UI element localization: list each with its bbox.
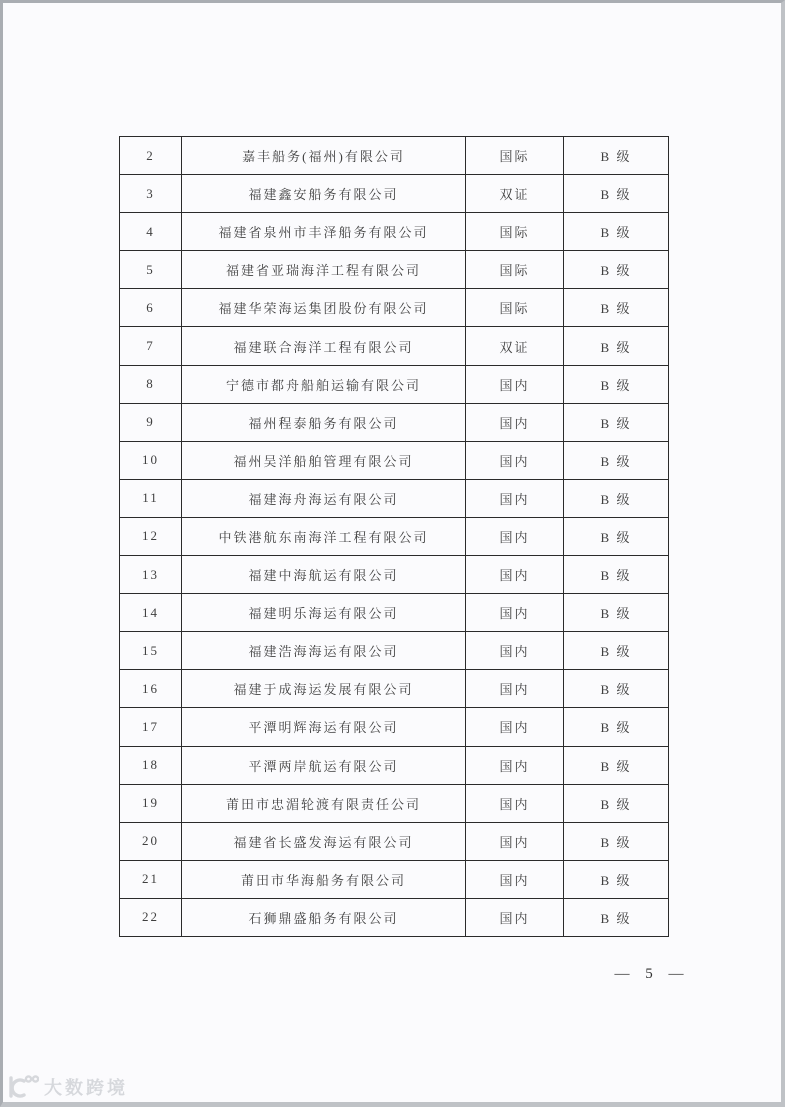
company-name: 福建于成海运发展有限公司 (182, 670, 466, 708)
row-number: 18 (120, 746, 182, 784)
rating-grade: B 级 (564, 556, 669, 594)
row-number: 6 (120, 289, 182, 327)
table-row (120, 708, 669, 746)
row-number: 17 (120, 708, 182, 746)
rating-grade: B 级 (564, 251, 669, 289)
table-row (120, 784, 669, 822)
certificate-category: 国际 (466, 289, 564, 327)
certificate-category: 国内 (466, 708, 564, 746)
company-name: 福建海舟海运有限公司 (182, 479, 466, 517)
row-number: 9 (120, 403, 182, 441)
certificate-category: 国内 (466, 517, 564, 555)
row-number: 10 (120, 441, 182, 479)
table-row (120, 441, 669, 479)
table-row (120, 289, 669, 327)
table-row (120, 822, 669, 860)
certificate-category: 国内 (466, 556, 564, 594)
certificate-category: 国内 (466, 784, 564, 822)
certificate-category: 双证 (466, 175, 564, 213)
table-body (120, 137, 669, 937)
certificate-category: 国内 (466, 441, 564, 479)
certificate-category: 国内 (466, 822, 564, 860)
certificate-category: 国内 (466, 365, 564, 403)
company-name: 福建鑫安船务有限公司 (182, 175, 466, 213)
certificate-category: 国际 (466, 251, 564, 289)
rating-grade: B 级 (564, 746, 669, 784)
table-row (120, 556, 669, 594)
table-row (120, 213, 669, 251)
company-name: 福建华荣海运集团股份有限公司 (182, 289, 466, 327)
company-name: 中铁港航东南海洋工程有限公司 (182, 517, 466, 555)
table-row (120, 898, 669, 936)
row-number: 8 (120, 365, 182, 403)
rating-grade: B 级 (564, 213, 669, 251)
rating-grade: B 级 (564, 708, 669, 746)
table-row (120, 746, 669, 784)
certificate-category: 国内 (466, 898, 564, 936)
company-name: 莆田市华海船务有限公司 (182, 860, 466, 898)
table-row (120, 670, 669, 708)
dashu-logo-icon (7, 1074, 39, 1100)
watermark-brand-text: 大数跨境 (44, 1078, 128, 1098)
company-name: 福建省泉州市丰泽船务有限公司 (182, 213, 466, 251)
row-number: 13 (120, 556, 182, 594)
company-name: 福建联合海洋工程有限公司 (182, 327, 466, 365)
certificate-category: 国内 (466, 594, 564, 632)
company-name: 平潭明辉海运有限公司 (182, 708, 466, 746)
row-number: 20 (120, 822, 182, 860)
table-row (120, 251, 669, 289)
rating-grade: B 级 (564, 822, 669, 860)
company-name: 福州吴洋船舶管理有限公司 (182, 441, 466, 479)
table-row (120, 594, 669, 632)
row-number: 14 (120, 594, 182, 632)
page-number: — 5 — (614, 966, 685, 982)
table-row (120, 327, 669, 365)
watermark (7, 1074, 128, 1100)
rating-grade: B 级 (564, 289, 669, 327)
rating-grade: B 级 (564, 365, 669, 403)
row-number: 7 (120, 327, 182, 365)
row-number: 5 (120, 251, 182, 289)
company-name: 福州程泰船务有限公司 (182, 403, 466, 441)
company-name: 莆田市忠湄轮渡有限责任公司 (182, 784, 466, 822)
company-name: 福建明乐海运有限公司 (182, 594, 466, 632)
certificate-category: 国内 (466, 479, 564, 517)
certificate-category: 国内 (466, 746, 564, 784)
row-number: 12 (120, 517, 182, 555)
table-row (120, 403, 669, 441)
rating-grade: B 级 (564, 860, 669, 898)
rating-grade: B 级 (564, 898, 669, 936)
table-row (120, 632, 669, 670)
company-name: 福建中海航运有限公司 (182, 556, 466, 594)
certificate-category: 国内 (466, 632, 564, 670)
company-name: 福建省亚瑞海洋工程有限公司 (182, 251, 466, 289)
row-number: 4 (120, 213, 182, 251)
rating-grade: B 级 (564, 327, 669, 365)
rating-grade: B 级 (564, 441, 669, 479)
row-number: 3 (120, 175, 182, 213)
table-row (120, 479, 669, 517)
company-name: 宁德市都舟船舶运输有限公司 (182, 365, 466, 403)
certificate-category: 国际 (466, 213, 564, 251)
rating-grade: B 级 (564, 594, 669, 632)
certificate-category: 国内 (466, 403, 564, 441)
rating-grade: B 级 (564, 632, 669, 670)
row-number: 21 (120, 860, 182, 898)
company-name: 石狮鼎盛船务有限公司 (182, 898, 466, 936)
company-name: 福建省长盛发海运有限公司 (182, 822, 466, 860)
rating-grade: B 级 (564, 517, 669, 555)
row-number: 16 (120, 670, 182, 708)
table-row (120, 860, 669, 898)
row-number: 19 (120, 784, 182, 822)
rating-grade: B 级 (564, 670, 669, 708)
table-row (120, 137, 669, 175)
certificate-category: 国际 (466, 137, 564, 175)
company-name: 嘉丰船务(福州)有限公司 (182, 137, 466, 175)
certificate-category: 国内 (466, 860, 564, 898)
rating-grade: B 级 (564, 479, 669, 517)
rating-grade: B 级 (564, 137, 669, 175)
table-row (120, 365, 669, 403)
rating-grade: B 级 (564, 175, 669, 213)
company-rating-table (119, 136, 669, 937)
row-number: 22 (120, 898, 182, 936)
row-number: 15 (120, 632, 182, 670)
rating-grade: B 级 (564, 403, 669, 441)
certificate-category: 国内 (466, 670, 564, 708)
row-number: 2 (120, 137, 182, 175)
company-name: 平潭两岸航运有限公司 (182, 746, 466, 784)
company-name: 福建浩海海运有限公司 (182, 632, 466, 670)
certificate-category: 双证 (466, 327, 564, 365)
row-number: 11 (120, 479, 182, 517)
rating-grade: B 级 (564, 784, 669, 822)
table-row (120, 175, 669, 213)
table-row (120, 517, 669, 555)
